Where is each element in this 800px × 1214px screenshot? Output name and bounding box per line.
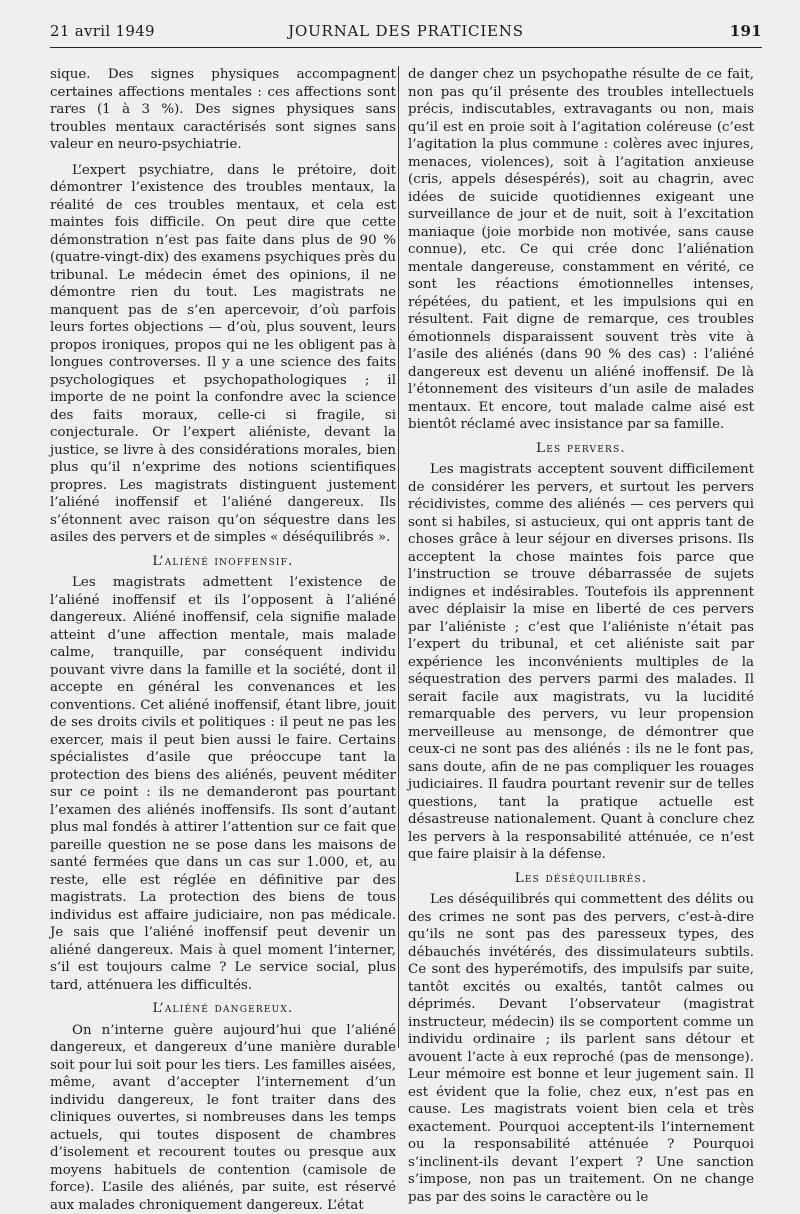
section-heading: Les pervers. (408, 440, 754, 458)
header-rule (50, 47, 762, 48)
section-heading: Les déséquilibrés. (408, 870, 754, 888)
column-divider (398, 66, 399, 1048)
paragraph: L’expert psychiatre, dans le prétoire, doit démontrer l’existence des troubles mentaux, la réalité de ces troubles mentaux, et cela est maintes fois difficile. On peut dire que cette démonstration n’est pas faite dans plus de 90 % (quatre-vingt-dix) des examens psychiques près du tribunal. Le médecin émet des opinions, il ne démontre rien du tout. Les magistrats ne manquent pas de s’en apercevoir, d’où parfois leurs fortes objections — d’où, plus souvent, leurs propos ironiques, propos qui ne les obligent pas à longues controverses. Il y a une science des faits psychologiques et psychopathologiques ; il importe de ne point la confondre avec la science des faits moraux, celle-ci si fragile, si conjecturale. Or l’expert aliéniste, devant la justice, se livre à des considérations morales, bien plus qu’il n’exprime des notions scientifiques propres. Les magistrats distinguent justement l’aliéné inoffensif et l’aliéné dangereux. Ils s’étonnent avec raison qu’on séquestre dans les asiles des pervers et de simples « déséquilibrés ». (50, 162, 396, 547)
paragraph: Les déséquilibrés qui commettent des délits ou des crimes ne sont pas des pervers, c’est-à-dire qu’ils ne sont pas des paresseux types, des débauchés invétérés, des dissimulateurs subtils. Ce sont des hyperémotifs, des impulsifs par suite, tantôt excités ou exaltés, tantôt calmes ou déprimés. Devant l’observateur (magistrat instructeur, médecin) ils se comportent comme un individu ordinaire ; ils parlent sans détour et avouent l’acte à eux reproché (pas de mensonge). Leur mémoire est bonne et leur jugement sain. Il est évident que la folie, chez eux, n’est pas en cause. Les magistrats voient bien cela et très exactement. Pourquoi acceptent-ils l’internement ou la responsabilité atténuée ? Pourquoi s’inclinent-ils devant l’expert ? Une sanction s’impose, non pas un traitement. On ne change pas par des soins le caractère ou le (408, 891, 754, 1206)
section-heading: L’aliéné inoffensif. (50, 553, 396, 571)
paragraph: On n’interne guère aujourd’hui que l’aliéné dangereux, et dangereux d’une manière durable soit pour lui soit pour les tiers. Les familles aisées, même, avant d’accepter l’internement d’un individu dangereux, le font traiter dans des cliniques ouvertes, si nombreuses dans les temps actuels, qui toutes disposent de chambres d’isolement et recourent toutes ou presque aux moyens habituels de contention (camisole de force). L’asile des aliénés, par suite, est réservé aux malades chroniquement dangereux. L’état (50, 1022, 396, 1214)
running-header (50, 22, 762, 48)
right-column (408, 66, 754, 1206)
paragraph: Les magistrats acceptent souvent difficilement de considérer les pervers, et surtout les pervers récidivistes, comme des aliénés — ces pervers qui sont si habiles, si astucieux, qui ont appris tant de choses grâce à leur séjour en diverses prisons. Ils acceptent la chose maintes fois parce que l’instruction se trouve débarrassée de sujets indignes et indésirables. Toutefois ils apprennent avec déplaisir la mise en liberté de ces pervers par l’aliéniste ; c’est que l’aliéniste n’était pas l’expert du tribunal, et cet aliéniste sait par expérience les inconvénients multiples de la séquestration des pervers parmi des malades. Il serait facile aux magistrats, vu la lucidité remarquable des pervers, vu leur propension merveilleuse au mensonge, de démontrer que ceux-ci ne sont pas des aliénés : ils ne le font pas, sans doute, afin de ne pas compliquer les rouages judiciaires. Il faudra pourtant revenir sur de telles questions, tant la pratique actuelle est désastreuse nationalement. Quant à conclure chez les pervers à la responsabilité atténuée, ce n’est que faire plaisir à la défense. (408, 461, 754, 864)
issue-date: 21 avril 1949 (50, 22, 155, 40)
left-column (50, 66, 396, 1214)
paragraph: de danger chez un psychopathe résulte de ce fait, non pas qu’il présente des troubles intellectuels précis, indiscutables, extravagants ou non, mais qu’il est en proie soit à l’agitation coléreuse (c’est l’agitation la plus commune : colères avec injures, menaces, violences), soit à l’agitation anxieuse (cris, appels désespérés), soit au chagrin, avec idées de suicide quotidiennes exigeant une surveillance de jour et de nuit, soit à l’excitation maniaque (joie morbide non motivée, sans cause connue), etc. Ce qui crée donc l’aliénation mentale dangereuse, constamment en vérité, ce sont les réactions émotionnelles intenses, répétées, du patient, et les impulsions qui en résultent. Fait digne de remarque, ces troubles émotionnels disparaissent souvent très vite à l’asile des aliénés (dans 90 % des cas) : l’aliéné dangereux est devenu un aliéné inoffensif. De là l’étonnement des visiteurs d’un asile de malades mentaux. Et encore, tout malade calme aisé est bientôt réclamé avec insistance par sa famille. (408, 66, 754, 434)
journal-title: JOURNAL DES PRATICIENS (50, 22, 762, 40)
section-heading: L’aliéné dangereux. (50, 1000, 396, 1018)
page-number: 191 (730, 22, 762, 40)
paragraph: Les magistrats admettent l’existence de l’aliéné inoffensif et ils l’opposent à l’aliéné dangereux. Aliéné inoffensif, cela signifie malade atteint d’une affection mentale, mais malade calme, tranquille, par conséquent individu pouvant vivre dans la famille et la société, dont il accepte en général les convenances et les conventions. Cet aliéné inoffensif, étant libre, jouit de ses droits civils et politiques : il peut ne pas les exercer, mais il peut bien aussi le faire. Certains spécialistes d’asile que préoccupe tant la protection des biens des aliénés, peuvent méditer sur ce point : ils ne demanderont pas pourtant l’examen des aliénés inoffensifs. Ils sont d’autant plus mal fondés à attirer l’attention sur ce fait que pareille question ne se pose dans les maisons de santé fermées que dans un cas sur 1.000, et, au reste, elle est réglée en définitive par des magistrats. La protection des biens de tous individus est affaire judiciaire, non pas médicale. Je sais que l’aliéné inoffensif peut devenir un aliéné dangereux. Mais à quel moment l’interner, s’il est toujours calme ? Le service social, plus tard, atténuera les difficultés. (50, 574, 396, 994)
paragraph: sique. Des signes physiques accompagnent certaines affections mentales : ces affections sont rares (1 à 3 %). Des signes physiques sans troubles mentaux caractérisés sont signes sans valeur en neuro-psychiatrie. (50, 66, 396, 154)
